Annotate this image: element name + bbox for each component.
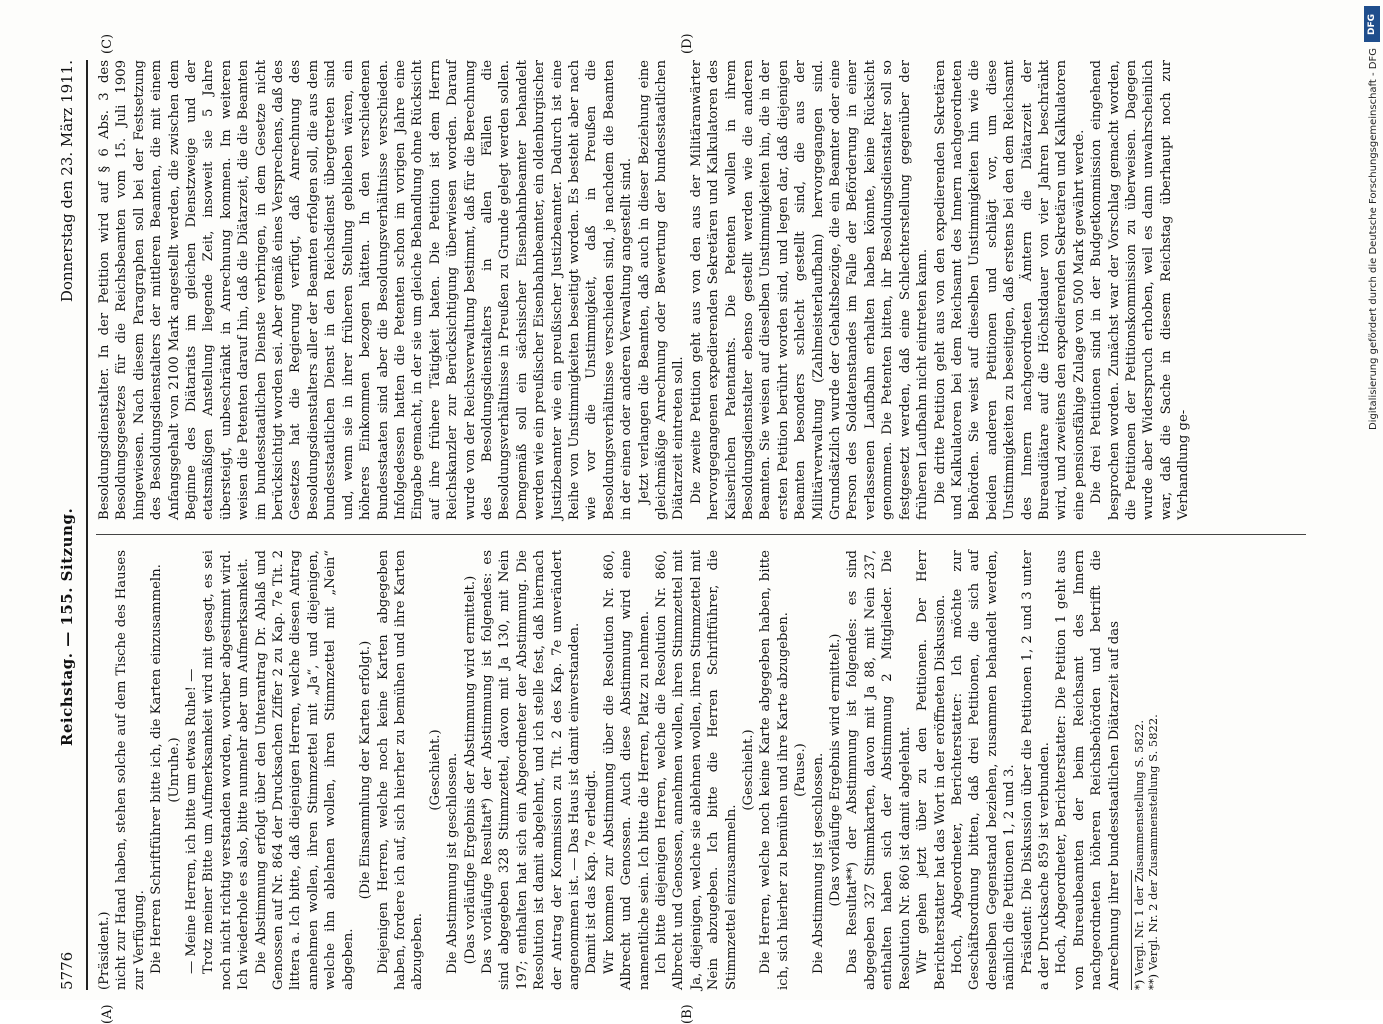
paragraph: Ich bitte diejenigen Herren, welche die Resolution Nr. 860, Albrecht und Genossen, annehmen wollen, ihren Stimmzettel mit Ja, diejenigen, welche sie ablehnen wollen, ihren Stimmzettel mit Nein abzugeben. Ich bitte die Herren Schriftführer, die Stimmzettel einzusammeln. [654,550,739,990]
paragraph: Besoldungsdienstalter. In der Petition wird auf § 6 Abs. 3 des Besoldungsgesetzes für die Reichsbeamten vom 15. Juli 1909 hingewiesen. Nach diesem Paragraphen soll bei der Festsetzung des Besoldungsdienstalters der mittleren Beamten, die mit einem Anfangsgehalt von 2100 Mark angestellt werden, die zwischen dem Beginne des Diätariats im gleichen Dienstzweige und der etatsmäßigen Anstellung liegende Zeit, insoweit sie 5 Jahre übersteigt, unbeschränkt in Anrechnung kommen. Im weiteren weisen die Petenten darauf hin, daß die Diätarzeit, die die Beamten im bundesstaatlichen Dienste verbringen, in dem Gesetze nicht berücksichtigt worden sei. Aber gemäß eines Versprechens, daß des Gesetzes hat die Regierung verfügt, daß Anrechnung des Besoldungsdienstalters aller der Beamten erfolgen soll, die aus dem bundesstaatlichen Dienst in den Reichsdienst übergetreten sind und, wenn sie in ihrer früheren Stellung geblieben wären, ein höheres Einkommen bezogen hätten. In den verschiedenen Bundesstaaten sind aber die Besoldungsverhältnisse verschieden. Infolgedessen hatten die Petenten schon im vorigen Jahre eine Eingabe gemacht, in der sie um gleiche Behandlung ohne Rücksicht auf ihre frühere Tätigkeit baten. Die Petition ist dem Herrn Reichskanzler zur Berücksichtigung überwiesen worden. Darauf wurde von der Reichsverwaltung bestimmt, daß für die Berechnung des Besoldungsdienstalters in allen Fällen die Besoldungsverhältnisse in Preußen zu Grunde gelegt werden sollen. Demgemäß soll ein sächsischer Eisenbahnbeamter behandelt werden wie ein preußischer Eisenbahnbeamter, ein oldenburgischer Justizbeamter wie ein preußischer Justizbeamter. Dadurch ist eine Reihe von Unstimmigkeiten beseitigt worden. Es besteht aber nach wie vor die Unstimmigkeit, daß in Preußen die Besoldungsverhältnisse verschieden sind, je nachdem die Beamten in der einen oder anderen Verwaltung angestellt sind. [97,60,635,520]
footnote: *) Vergl. Nr. 1 der Zusammenstellung S. 5822. [1131,719,1146,990]
paragraph: Das vorläufige Resultat*) der Abstimmung ist folgendes: es sind abgegeben 328 Stimmzettel, davon mit Ja 130, mit Nein 197; enthalten hat sich ein Abgeordneter der Abstimmung. Die Resolution ist damit abgelehnt, und ich stelle fest, daß hiernach der Antrag der Kommission zu Tit. 2 des Kap. 7e unverändert angenommen ist. — Das Haus ist damit einverstanden. [479,550,582,990]
footnote: **) Vergl. Nr. 2 der Zusammenstellung S. 5822. [1145,714,1160,990]
paragraph: Hoch, Abgeordneter, Berichterstatter: Ich möchte zur Geschäftsordnung bitten, daß drei Petitionen, die sich auf denselben Gegenstand beziehen, zusammen behandelt werden, nämlich die Petitionen 1, 2 und 3. [949,550,1018,990]
paragraph: Die drei Petitionen sind in der Budgetkommission eingehend besprochen worden. Zunächst war der Vorschlag gemacht worden, die Petitionen der Petitionskommission zu überweisen. Dagegen wurde aber Widerspruch erhoben, weil es dann unwahrscheinlich war, daß die Sache in diesem Reichstag überhaupt noch zur Verhandlung ge- [1089,60,1192,520]
paragraph: Trotz meiner Bitte um Aufmerksamkeit wird mit gesagt, es sei noch nicht richtig verstanden worden, worüber abgestimmt wird. Ich wiederhole es also, bitte nunmehr aber um Aufmerksamkeit. [201,550,252,990]
page-number: 5776 [58,951,76,990]
paragraph: Das Resultat**) der Abstimmung ist folgendes: es sind abgegeben 327 Stimmkarten, davon mit Ja 88, mit Nein 237, enthalten haben sich der Abstimmung 2 Mitglieder. Die Resolution Nr. 860 ist damit abgelehnt. [845,550,913,990]
session-date: Donnerstag den 23. März 1911. [58,60,76,303]
interjection: (Pause.) [793,743,809,797]
paragraph: Die Abstimmung erfolgt über den Unterantrag Dr. Ablaß und Genossen auf Nr. 864 der Drucksachen Ziffer 2 zu Kap. 7e Tit. 2 littera a. Ich bitte, daß diejenigen Herren, welche diesen Antrag annehmen wollen, ihren Stimmzettel mit „Ja“, und diejenigen, welche ihn ablehnen wollen, ihren Stimmzettel mit „Nein“ abgeben. [253,550,356,990]
margin-marker-b: (B) [680,1004,695,1024]
interjection: (Geschieht.) [741,729,757,811]
interjection: (Das vorläufige Ergebnis wird ermittelt.) [828,633,844,907]
margin-marker-d: (D) [680,33,695,54]
interjection: (Das vorläufige Ergebnis der Abstimmung wird ermittelt.) [462,575,478,965]
speaker-note: (Präsident.) [97,911,112,990]
paragraph: Die zweite Petition geht aus von den aus der Militäranwärter hervorgegangenen expedierenden Sekretären und Kalkulatoren des Kaiserlichen Patentamts. Die Petenten wollen in ihrem Besoldungsdienstalter ebenso gestellt werden wie die anderen Beamten. Sie weisen auf dieselben Unstimmigkeiten hin, die in der ersten Petition berührt worden sind, und legen dar, daß diejenigen Beamten besonders schlecht gestellt sind, die aus der Militärverwaltung (Zahlmeisterlaufbahn) hervorgegangen sind. Grundsätzlich wurde der Gehaltsbezüge, die ein Beamter oder eine Person des Soldatenstandes im Falle der Beförderung in einer verlassenen Laufbahn erhalten haben könnte, keine Rücksicht genommen. Die Petenten bitten, ihr Besoldungsdienstalter soll so festgesetzt werden, daß eine Schlechterstellung gegenüber der früheren Laufbahn nicht eintreten kann. [688,60,931,520]
right-column [96,60,1316,520]
interjection: (Unruhe.) [166,737,182,803]
header-rule [86,60,88,990]
paragraph: Die Herren, welche noch keine Karte abgegeben haben, bitte ich, sich hierher zu bemühen und ihre Karte abzugeben. [758,550,791,990]
paragraph: Diejenigen Herren, welche noch keine Karten abgegeben haben, fordere ich auf, sich hierher zu bemühen und ihre Karten abzugeben. [375,550,426,990]
paragraph: nicht zur Hand haben, stehen solche auf dem Tische des Hauses zur Verfügung. [114,550,147,990]
paragraph: Präsident: Die Diskussion über die Petitionen 1, 2 und 3 unter a der Drucksache 859 ist verbunden. [1019,550,1052,990]
paragraph: Hoch, Abgeordneter, Berichterstatter: Die Petition 1 geht aus von Bureaubeamten der beim Reichsamt des Innern nachgeordneten höheren Reichsbehörden und betrifft die Anrechnung ihrer bundesstaatlichen Diätarzeit auf das [1054,550,1122,990]
paragraph: Wir gehen jetzt über zu den Petitionen. Der Herr Berichterstatter hat das Wort in der eröffneten Diskussion. [915,550,948,990]
rotated-page-content [40,33,1340,1024]
watermark-text: Digitalisierung gefördert durch die Deutsche Forschungsgemeinschaft - DFG [1368,48,1379,431]
column-separator [96,534,1306,535]
interjection: (Die Einsammlung der Karten erfolgt.) [358,640,374,900]
dfg-logo: DFG [1364,6,1380,42]
paragraph: Jetzt verlangen die Beamten, daß auch in dieser Beziehung eine gleichmäßige Anrechnung oder Bewertung der bundesstaatlichen Diätarzeit eintreten soll. [636,60,687,520]
left-column [96,550,1316,990]
paragraph: Die dritte Petition geht aus von den expedierenden Sekretären und Kalkulatoren bei dem Reichsamt des Innern nachgeordneten Behörden. Sie weist auf dieselben Unstimmigkeiten hin wie die beiden anderen Petitionen und schlägt vor, um diese Unstimmigkeiten zu beseitigen, daß erstens bei den dem Reichsamt des Innern nachgeordneten Ämtern die Diätarzeit der Bureaudiätare auf die Höchstdauer von vier Jahren beschränkt wird, und zweitens den expedierenden Sekretären und Kalkulatoren eine pensionsfähige Zulage von 500 Mark gewährt werde. [932,60,1087,520]
paragraph: — Meine Herren, ich bitte um etwas Ruhe! — [184,668,200,974]
margin-marker-c: (C) [100,33,115,54]
paragraph: Die Abstimmung ist geschlossen. [445,752,461,974]
paragraph: Die Herren Schriftführer bitte ich, die Karten einzusammeln. [149,564,165,974]
interjection: (Geschieht.) [427,729,443,811]
paragraph: Die Abstimmung ist geschlossen. [810,752,826,974]
page-header [50,60,84,990]
paragraph: Damit ist das Kap. 7e erledigt. [584,769,600,974]
paragraph: Wir kommen zur Abstimmung über die Resolution Nr. 860, Albrecht und Genossen. Auch diese Abstimmung wird eine namentliche sein. Ich bitte die Herren, Platz zu nehmen. [601,550,652,990]
session-title: Reichstag. — 155. Sitzung. [58,507,76,747]
margin-marker-a: (A) [100,1004,115,1024]
watermark-strip [1361,0,1383,1000]
